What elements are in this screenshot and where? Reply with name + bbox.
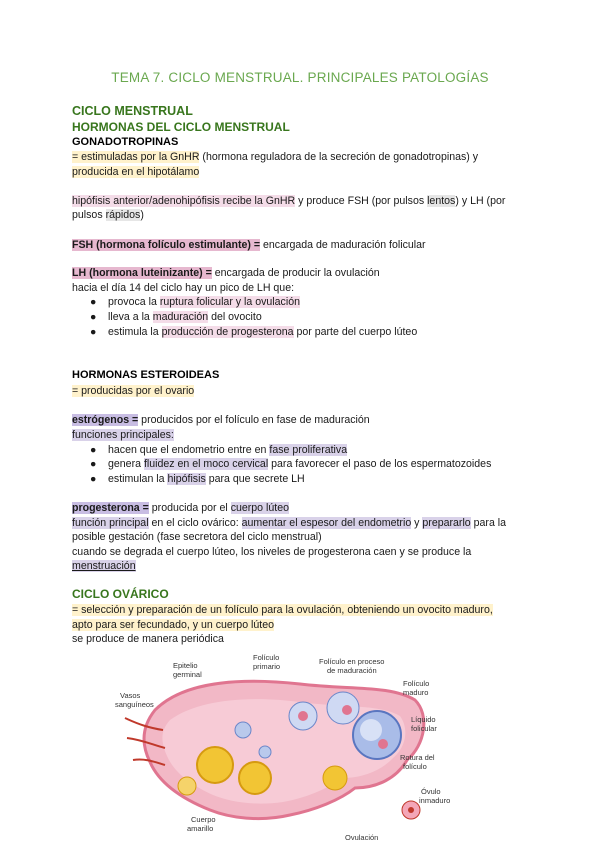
text: para favorecer el paso de los espermatozoides: [268, 458, 492, 470]
text: hacen que el endometrio entre en: [108, 444, 270, 456]
oocyte: [342, 705, 352, 715]
ovum-nucleus: [408, 807, 414, 813]
term-progesterona: progesterona =: [72, 502, 149, 514]
label-ovulo: Óvulo: [421, 787, 441, 796]
text: producida por el: [148, 502, 231, 514]
list-item: [90, 457, 491, 472]
ruptured-follicle: [323, 766, 347, 790]
label-proceso-2: de maduración: [327, 666, 377, 675]
highlight: maduración: [152, 311, 209, 323]
text: encargada de producir la ovulación: [211, 267, 380, 279]
svg-text:Óvuloinmaduro: [419, 787, 450, 805]
highlight: fase proliferativa: [269, 444, 348, 456]
label-maduro-2: maduro: [403, 688, 429, 697]
highlight: función principal: [72, 517, 149, 529]
text: y produce FSH (por pulsos: [295, 195, 428, 207]
highlight: prepararlo: [422, 517, 471, 529]
highlight: ruptura folicular y la ovulación: [159, 296, 300, 308]
bullet-icon: ●: [90, 444, 97, 456]
ovarian-cycle-figure: [115, 650, 451, 848]
svg-text:Folículo en procesode maduraci: [319, 657, 384, 675]
text: del ovocito: [208, 311, 262, 323]
label-primario: Folículo: [253, 653, 280, 662]
label-liquido-2: folicular: [411, 724, 437, 733]
term-estrogenos: estrógenos =: [72, 414, 139, 426]
label-rotura: Rotura del: [400, 753, 435, 762]
highlight-lentos: lentos: [427, 195, 456, 207]
text: estimulan la: [108, 473, 168, 485]
hipofisis-line-2: [72, 208, 532, 223]
text: ) y LH (por: [455, 195, 506, 207]
heading-ciclo-ovarico: CICLO OVÁRICO: [72, 587, 169, 601]
label-cuerpo: Cuerpo: [191, 815, 216, 824]
ovarico-line-2: [72, 618, 532, 633]
highlight-rapidos: rápidos: [105, 209, 141, 221]
follicular-fluid: [360, 719, 382, 741]
bullet-icon: ●: [90, 473, 97, 485]
highlight: fluidez en el moco cervical: [143, 458, 269, 470]
list-item: [90, 295, 300, 310]
funciones-line: [72, 428, 532, 443]
highlight-hipofisis: hipófisis anterior/adenohipófisis recibe la GnHR: [72, 195, 296, 207]
ovarico-line-1: [72, 603, 542, 618]
label-cuerpo-2: amarillo: [187, 824, 214, 833]
svg-text:Cuerpoamarillo: [187, 815, 216, 833]
subheading-hormonas: HORMONAS DEL CICLO MENSTRUAL: [72, 120, 290, 134]
label-maduro: Folículo: [403, 679, 430, 688]
progesterona-line: [72, 501, 532, 516]
highlight: cuerpo lúteo: [230, 502, 289, 514]
corpus-luteum-1: [197, 747, 233, 783]
esteroideas-line: [72, 384, 532, 399]
list-item: [90, 472, 305, 487]
bullet-icon: ●: [90, 458, 97, 470]
label-primario-2: primario: [253, 662, 281, 671]
primary-follicle: [235, 722, 251, 738]
highlight: producción de progesterona: [161, 326, 294, 338]
lh-line-2: hacia el día 14 del ciclo hay un pico de LH que:: [72, 282, 295, 294]
gonado-line-1: [72, 150, 532, 165]
highlight: = selección y preparación de un folículo para la ovulación, obteniendo un ovocito maduro,: [72, 604, 493, 616]
label-ovulo-2: inmaduro: [419, 796, 451, 805]
ovarico-line-3: se produce de manera periódica: [72, 633, 224, 645]
text: lleva a la: [108, 311, 153, 323]
lh-line-1: [72, 266, 532, 281]
corpus-luteum-2: [239, 762, 271, 794]
heading-hormonas-esteroideas: HORMONAS ESTEROIDEAS: [72, 369, 220, 381]
text: para la: [470, 517, 507, 529]
text: encargada de maduración folicular: [260, 239, 426, 251]
estrogenos-line: [72, 413, 532, 428]
gonado-line-2: [72, 165, 532, 180]
label-ovulacion: Ovulación: [345, 833, 379, 842]
term-fsh: FSH (hormona folículo estimulante) =: [72, 239, 261, 251]
funcion-line-2: posible gestación (fase secretora del ciclo menstrual): [72, 531, 322, 543]
label-epitelio: Epitelio germinal: [173, 661, 202, 679]
funcion-line-3: cuando se degrada el cuerpo lúteo, los niveles de progesterona caen y se produce la: [72, 546, 472, 558]
list-item: [90, 325, 417, 340]
funcion-line-4: [72, 559, 532, 574]
label-vasos: Vasos: [120, 691, 141, 700]
term-lh: LH (hormona luteinizante) =: [72, 267, 212, 279]
bullet-icon: ●: [90, 296, 97, 308]
heading-ciclo-menstrual: CICLO MENSTRUAL: [72, 104, 193, 118]
fsh-line: [72, 238, 532, 253]
highlight-funciones: funciones principales:: [72, 429, 174, 441]
text: por parte del cuerpo lúteo: [293, 326, 418, 338]
label-vasos-2: sanguíneos: [115, 700, 154, 709]
oocyte: [298, 711, 308, 721]
text: (hormona reguladora de la secreción de gonadotropinas) y: [199, 151, 479, 163]
text: y: [411, 517, 423, 529]
label-proceso: Folículo en proceso: [319, 657, 385, 666]
svg-text:Vasossanguíneos: [115, 691, 154, 709]
page-title: TEMA 7. CICLO MENSTRUAL. PRINCIPALES PATOLOGÍAS: [111, 70, 489, 85]
svg-text:Líquidofolicular: [411, 715, 437, 733]
funcion-line-1: [72, 516, 542, 531]
svg-text:Folículoprimario: [253, 653, 280, 671]
list-item: [90, 310, 262, 325]
label-rotura-2: folículo: [403, 762, 427, 771]
bullet-icon: ●: [90, 311, 97, 323]
text: pulsos: [72, 209, 106, 221]
label-liquido: Líquido: [411, 715, 436, 724]
highlight: aumentar el espesor del endometrio: [241, 517, 412, 529]
list-item: [90, 443, 347, 458]
text: en el ciclo ovárico:: [148, 517, 242, 529]
highlight: hipófisis: [167, 473, 206, 485]
text: para que secrete LH: [205, 473, 305, 485]
corpus-luteum-3: [178, 777, 196, 795]
svg-text:Rotura delfolículo: [400, 753, 435, 771]
hipofisis-line-1: [72, 194, 532, 209]
text: provoca la: [108, 296, 160, 308]
highlight-ovario: = producidas por el ovario: [72, 385, 195, 397]
highlight-menstruacion: menstruación: [72, 560, 136, 572]
heading-gonadotropinas: GONADOTROPINAS: [72, 136, 179, 148]
bullet-icon: ●: [90, 326, 97, 338]
highlight-gnhr: = estimuladas por la GnHR: [72, 151, 200, 163]
follicle-growing-1: [259, 746, 271, 758]
text: estimula la: [108, 326, 162, 338]
highlight-hipotalamo: producida en el hipotálamo: [72, 166, 200, 178]
text: genera: [108, 458, 144, 470]
text: producidos por el folículo en fase de maduración: [138, 414, 370, 426]
svg-text:Folículomaduro: [403, 679, 429, 697]
text: ): [140, 209, 144, 221]
highlight: apto para ser fecundado, y un cuerpo lúteo: [72, 619, 275, 631]
oocyte: [378, 739, 388, 749]
